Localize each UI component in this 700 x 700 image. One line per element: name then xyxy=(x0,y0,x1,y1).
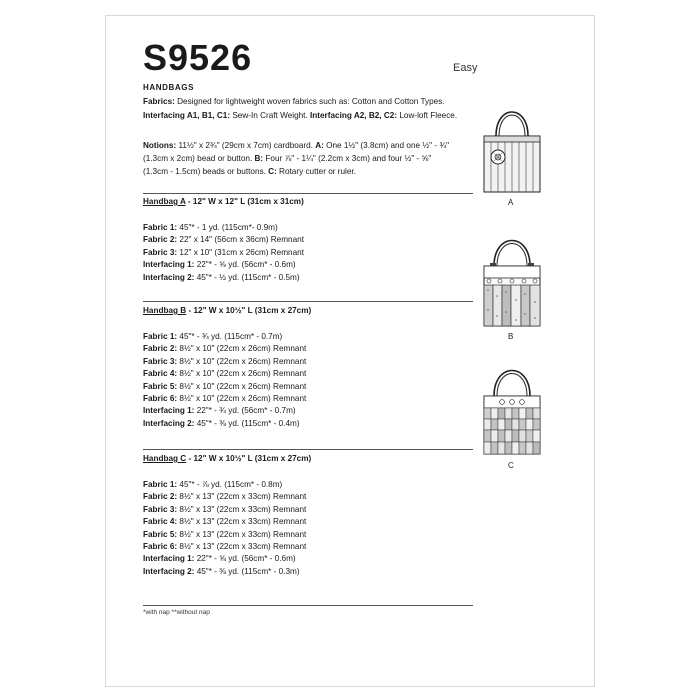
handbag-a-illustration xyxy=(481,96,543,194)
row-label: Fabric 1: xyxy=(143,223,178,232)
yardage-row xyxy=(143,529,306,541)
row-text: 8½" x 10" (22cm x 26cm) Remnant xyxy=(177,369,307,379)
fabrics-label: Fabrics: xyxy=(143,97,175,106)
section-divider xyxy=(143,193,473,194)
row-label: Fabric 6: xyxy=(143,394,178,404)
row-text: 8½" x 10" (22cm x 26cm) Remnant xyxy=(177,394,307,404)
handbag-c-yardage xyxy=(143,479,306,578)
notions-line-2 xyxy=(143,153,431,165)
pattern-number: S9526 xyxy=(143,37,253,78)
notions-b-label: B: xyxy=(254,154,264,163)
notions-text-1: 11½" x 2¾" (29cm x 7cm) cardboard. xyxy=(176,141,316,150)
row-label: Fabric 3: xyxy=(143,504,178,514)
section-divider xyxy=(143,449,473,450)
row-label: Fabric 2: xyxy=(143,492,178,502)
notions-b-text: Four ⅞" - 1¼" (2.2cm x 3cm) and four ½" - ⅝" xyxy=(263,154,432,163)
handbag-b-yardage xyxy=(143,331,306,430)
row-text: 22"* - ⅝ yd. (56cm* - 0.6m) xyxy=(194,554,296,564)
yardage-row xyxy=(143,259,304,271)
row-label: Fabric 1: xyxy=(143,480,178,489)
row-label: Interfacing 1: xyxy=(143,554,195,564)
notions-c-label: C: xyxy=(268,167,277,176)
handbag-a-yardage xyxy=(143,222,304,284)
notions-text-2: (1.3cm x 2cm) bead or button. xyxy=(143,154,255,163)
handbag-c-name: Handbag C xyxy=(143,454,187,463)
row-label: Fabric 4: xyxy=(143,517,178,527)
row-text: 8½" x 10" (22cm x 26cm) Remnant xyxy=(177,344,307,354)
row-label: Fabric 3: xyxy=(143,247,178,257)
notions-line-3 xyxy=(143,166,356,178)
interfacing-label-1: Interfacing A1, B1, C1: xyxy=(143,111,231,120)
fabrics-line xyxy=(143,96,445,108)
yardage-row xyxy=(143,541,306,553)
interfacing-line xyxy=(143,110,457,122)
interfacing-text-2: Low-loft Fleece. xyxy=(397,111,458,120)
yardage-row xyxy=(143,356,306,368)
yardage-row xyxy=(143,405,306,417)
notions-text-3: (1.3cm - 1.5cm) beads or buttons. xyxy=(143,167,269,176)
notions-a-text: One 1½" (3.8cm) and one ½" - ¾" xyxy=(323,141,450,150)
handbag-a-name: Handbag A xyxy=(143,197,186,206)
row-text: 8½" x 13" (22cm x 33cm) Remnant xyxy=(177,517,307,527)
row-label: Interfacing 1: xyxy=(143,260,195,270)
row-text: 45"* - ⅜ yd. (115cm* - 0.4m) xyxy=(194,418,300,428)
handbag-b-size: - 12" W x 10½" L (31cm x 27cm) xyxy=(186,306,312,315)
yardage-row xyxy=(143,331,306,343)
row-label: Interfacing 2: xyxy=(143,566,195,576)
row-text: 45"* - ½ yd. (115cm* - 0.5m) xyxy=(194,272,300,282)
notions-label: Notions: xyxy=(143,141,177,150)
yardage-row xyxy=(143,272,304,284)
row-text: 8½" x 13" (22cm x 33cm) Remnant xyxy=(177,542,307,552)
row-label: Interfacing 2: xyxy=(143,272,195,282)
difficulty-label: Easy xyxy=(453,62,478,74)
handbag-b-heading xyxy=(143,306,311,315)
view-b-label: B xyxy=(508,332,514,341)
row-label: Fabric 3: xyxy=(143,356,178,366)
interfacing-text-1: Sew-In Craft Weight. xyxy=(230,111,310,120)
yardage-row xyxy=(143,234,304,246)
row-text: 12" x 10" (31cm x 26cm) Remnant xyxy=(177,247,304,257)
yardage-row xyxy=(143,566,306,578)
yardage-row xyxy=(143,247,304,259)
yardage-row xyxy=(143,491,306,503)
row-label: Fabric 1: xyxy=(143,332,178,341)
row-text: 45"* - ¾ yd. (115cm* - 0.7m) xyxy=(177,332,283,341)
row-text: 8½" x 10" (22cm x 26cm) Remnant xyxy=(177,381,307,391)
row-text: 8½" x 13" (22cm x 33cm) Remnant xyxy=(177,492,307,502)
handbag-c-heading xyxy=(143,454,311,463)
category-heading: HANDBAGS xyxy=(143,83,195,92)
handbag-b-name: Handbag B xyxy=(143,306,187,315)
row-label: Interfacing 2: xyxy=(143,418,195,428)
view-c-label: C xyxy=(508,461,514,470)
view-a-label: A xyxy=(508,198,514,207)
yardage-row xyxy=(143,368,306,380)
yardage-row xyxy=(143,381,306,393)
row-text: 22"* - ¾ yd. (56cm* - 0.7m) xyxy=(194,406,296,416)
row-label: Fabric 4: xyxy=(143,369,178,379)
notions-line-1 xyxy=(143,140,449,152)
notions-c-text: Rotary cutter or ruler. xyxy=(276,167,356,176)
row-label: Fabric 2: xyxy=(143,344,178,354)
row-text: 22" x 14" (56cm x 36cm) Remnant xyxy=(177,235,304,245)
row-label: Fabric 5: xyxy=(143,381,178,391)
row-label: Fabric 5: xyxy=(143,529,178,539)
row-label: Fabric 6: xyxy=(143,542,178,552)
section-divider xyxy=(143,605,473,606)
yardage-row xyxy=(143,479,306,491)
row-text: 22"* - ⅝ yd. (56cm* - 0.6m) xyxy=(194,260,296,270)
row-text: 45"* - ⅞ yd. (115cm* - 0.8m) xyxy=(177,480,283,489)
yardage-row xyxy=(143,393,306,405)
row-text: 8½" x 10" (22cm x 26cm) Remnant xyxy=(177,356,307,366)
yardage-row xyxy=(143,553,306,565)
row-label: Interfacing 1: xyxy=(143,406,195,416)
row-text: 45"* - 1 yd. (115cm*- 0.9m) xyxy=(177,223,278,232)
yardage-row xyxy=(143,418,306,430)
handbag-c-size: - 12" W x 10½" L (31cm x 27cm) xyxy=(186,454,312,463)
yardage-row xyxy=(143,343,306,355)
yardage-row xyxy=(143,516,306,528)
row-text: 8½" x 13" (22cm x 33cm) Remnant xyxy=(177,504,307,514)
handbag-b-illustration xyxy=(481,230,543,328)
interfacing-label-2: Interfacing A2, B2, C2: xyxy=(310,111,398,120)
handbag-a-size: - 12" W x 12" L (31cm x 31cm) xyxy=(185,197,304,206)
handbag-c-illustration xyxy=(481,358,543,456)
yardage-row xyxy=(143,504,306,516)
fabrics-text: Designed for lightweight woven fabrics such as: Cotton and Cotton Types. xyxy=(174,97,445,106)
row-label: Fabric 2: xyxy=(143,235,178,245)
nap-footnote: *with nap **without nap xyxy=(143,609,210,616)
row-text: 8½" x 13" (22cm x 33cm) Remnant xyxy=(177,529,307,539)
handbag-a-heading xyxy=(143,197,304,206)
section-divider xyxy=(143,301,473,302)
row-text: 45"* - ⅜ yd. (115cm* - 0.3m) xyxy=(194,566,300,576)
notions-a-label: A: xyxy=(315,141,324,150)
yardage-row xyxy=(143,222,304,234)
